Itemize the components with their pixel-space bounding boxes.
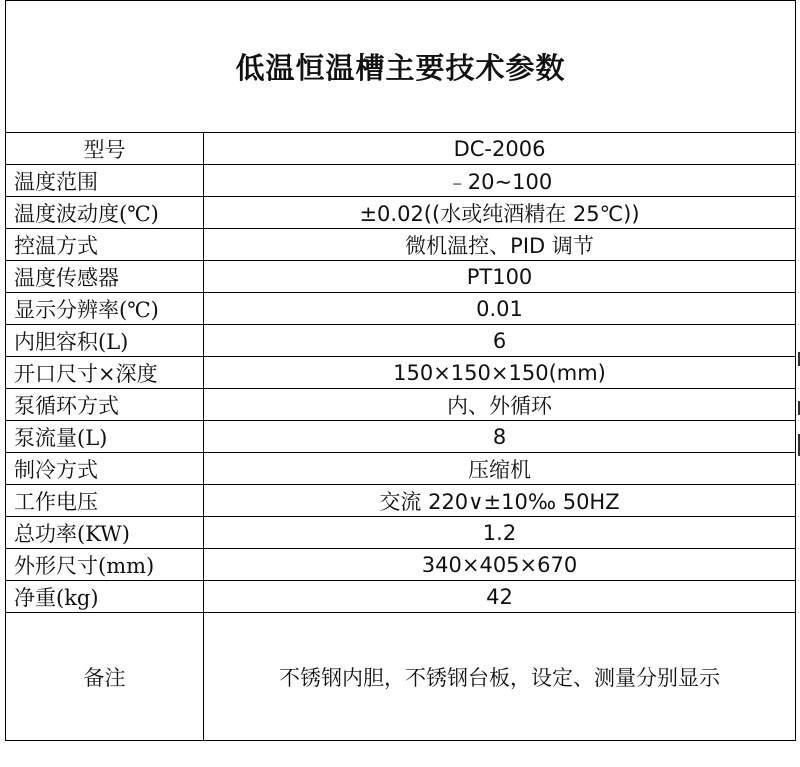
row-value-pump-flow: 8 bbox=[204, 421, 796, 453]
table-row bbox=[6, 293, 796, 325]
table-row bbox=[6, 421, 796, 453]
row-value-opening-depth: 150×150×150(mm) bbox=[204, 357, 796, 389]
row-label-display-resolution: 显示分辨率(℃) bbox=[6, 293, 204, 325]
table-row bbox=[6, 229, 796, 261]
row-value-net-weight: 42 bbox=[204, 581, 796, 613]
table-row bbox=[6, 549, 796, 581]
row-label-temp-sensor: 温度传感器 bbox=[6, 261, 204, 293]
row-value-temp-sensor: PT100 bbox=[204, 261, 796, 293]
row-label-temp-range: 温度范围 bbox=[6, 165, 204, 197]
row-label-cooling-method: 制冷方式 bbox=[6, 453, 204, 485]
row-value-temp-fluctuation: ±0.02((水或纯酒精在 25℃)) bbox=[204, 197, 796, 229]
spec-table bbox=[5, 0, 796, 741]
table-row bbox=[6, 357, 796, 389]
title-row bbox=[6, 1, 796, 133]
row-label-pump-flow: 泵流量(L) bbox=[6, 421, 204, 453]
row-value-display-resolution: 0.01 bbox=[204, 293, 796, 325]
row-label-pump-circulation: 泵循环方式 bbox=[6, 389, 204, 421]
row-value-working-voltage: 交流 220∨±10‰ 50HZ bbox=[204, 485, 796, 517]
row-label-net-weight: 净重(kg) bbox=[6, 581, 204, 613]
row-label-dimensions: 外形尺寸(mm) bbox=[6, 549, 204, 581]
table-row bbox=[6, 485, 796, 517]
table-row bbox=[6, 389, 796, 421]
table-row bbox=[6, 453, 796, 485]
table-row bbox=[6, 261, 796, 293]
row-value-total-power: 1.2 bbox=[204, 517, 796, 549]
row-value-pump-circulation: 内、外循环 bbox=[204, 389, 796, 421]
table-title: 低温恒温槽主要技术参数 bbox=[6, 1, 796, 133]
table-row bbox=[6, 517, 796, 549]
table-row bbox=[6, 197, 796, 229]
row-value-model: DC-2006 bbox=[204, 133, 796, 165]
table-row bbox=[6, 581, 796, 613]
row-value-tank-volume: 6 bbox=[204, 325, 796, 357]
row-label-temp-fluctuation: 温度波动度(℃) bbox=[6, 197, 204, 229]
row-label-model: 型号 bbox=[6, 133, 204, 165]
row-label-working-voltage: 工作电压 bbox=[6, 485, 204, 517]
remark-row bbox=[6, 613, 796, 741]
row-label-opening-depth: 开口尺寸×深度 bbox=[6, 357, 204, 389]
row-label-tank-volume: 内胆容积(L) bbox=[6, 325, 204, 357]
remark-value: 不锈钢内胆，不锈钢台板，设定、测量分别显示 bbox=[204, 613, 796, 741]
remark-label: 备注 bbox=[6, 613, 204, 741]
row-value-control-method: 微机温控、PID 调节 bbox=[204, 229, 796, 261]
row-label-total-power: 总功率(KW) bbox=[6, 517, 204, 549]
row-value-cooling-method: 压缩机 bbox=[204, 453, 796, 485]
row-value-temp-range: ﹣20~100 bbox=[204, 165, 796, 197]
table-row bbox=[6, 133, 796, 165]
table-row bbox=[6, 325, 796, 357]
row-label-control-method: 控温方式 bbox=[6, 229, 204, 261]
table-row bbox=[6, 165, 796, 197]
row-value-dimensions: 340×405×670 bbox=[204, 549, 796, 581]
